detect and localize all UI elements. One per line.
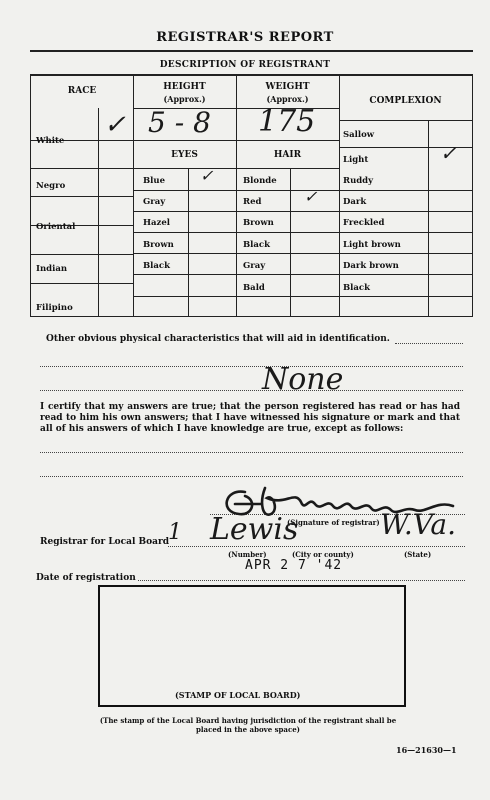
weight-note: (Approx.) [266,94,309,104]
eye-option-gray: Gray [143,197,166,207]
hair-option-black: Black [243,240,270,250]
complexion-checkmark: ✓ [440,141,457,165]
certification-text: I certify that my answers are true; that the person registered has read or has had read to him his own answers; that I have witnessed his signature or mark and that all of his answers of which I have knowledge are true, except as follows: [40,402,460,434]
weight-value: 175 [258,104,316,139]
hair-option-red: Red [243,197,262,207]
height-note: (Approx.) [163,94,206,104]
number-label: (Number) [228,550,267,559]
page-title: REGISTRAR'S REPORT [156,30,334,45]
row-divider [133,140,339,141]
complexion-option-freckled: Freckled [343,218,385,228]
table-top-rule [30,74,473,76]
race-header: RACE [67,86,97,96]
col-divider [236,74,237,316]
eye-option-brown: Brown [143,240,174,250]
local-board-number: 1 [168,520,182,545]
col-divider [133,74,134,316]
form-number: 16—21630—1 [396,745,457,755]
weight-header: WEIGHT [265,82,310,92]
table-border-right [472,74,473,316]
complexion-option-black: Black [343,283,370,293]
row-divider [133,296,472,297]
race-option-oriental: Oriental [36,222,76,232]
title-rule [30,50,473,52]
registration-date: APR 2 7 '42 [245,558,343,573]
eye-option-blue: Blue [143,176,166,186]
eyes-header: EYES [171,150,198,160]
state-label: (State) [404,550,432,559]
eye-option-hazel: Hazel [143,218,171,228]
height-value: 5 - 8 [148,106,211,139]
row-divider [30,283,134,284]
hair-checkmark: ✓ [304,187,318,206]
signature-label: (Signature of registrar) [287,518,380,527]
complexion-option-dark: Dark [343,197,367,207]
other-characteristics-label: Other obvious physical characteristics that will aid in identification. [46,334,390,344]
row-divider [339,120,472,121]
other-characteristics-value: None [262,362,344,397]
city-label: (City or county) [292,550,354,559]
table-border-left [30,74,31,316]
exception-line [40,452,463,453]
eyes-checkmark: ✓ [200,166,214,185]
complexion-option-light-brown: Light brown [343,240,401,250]
complexion-option-light: Light [343,155,369,165]
row-divider [133,190,472,191]
race-checkmark: ✓ [104,110,126,140]
row-divider [133,274,472,275]
local-board-state: W.Va. [380,508,457,541]
race-option-negro: Negro [36,181,66,191]
row-divider [30,168,134,169]
hair-option-bald: Bald [243,283,265,293]
race-option-white: White [36,136,65,146]
hair-option-blonde: Blonde [243,176,277,186]
row-divider [133,232,472,233]
eye-option-black: Black [143,261,170,271]
stamp-label: (STAMP OF LOCAL BOARD) [175,690,301,700]
table-bottom-rule [30,316,473,317]
row-divider [30,196,134,197]
race-option-indian: Indian [36,264,68,274]
row-divider [133,168,339,169]
hair-option-gray: Gray [243,261,266,271]
date-label: Date of registration [36,573,136,583]
row-divider [133,211,472,212]
stamp-note: (The stamp of the Local Board having jurisdiction of the registrant shall be placed in the above space) [99,716,397,734]
race-option-filipino: Filipino [36,303,73,313]
col-divider [339,74,340,316]
local-board-city: Lewis [210,512,299,547]
local-board-label: Registrar for Local Board [40,537,170,547]
date-line [138,580,465,581]
complexion-header: COMPLEXION [369,96,442,106]
complexion-option-dark-brown: Dark brown [343,261,399,271]
row-divider [30,254,134,255]
height-header: HEIGHT [163,82,206,92]
section-subtitle: DESCRIPTION OF REGISTRANT [159,60,331,70]
hair-option-brown: Brown [243,218,274,228]
stamp-box [98,585,406,707]
col-divider [428,120,429,316]
complexion-option-sallow: Sallow [343,130,375,140]
characteristics-line [40,390,463,391]
characteristics-line [395,343,463,344]
hair-header: HAIR [273,150,302,160]
complexion-option-ruddy: Ruddy [343,176,374,186]
characteristics-line [40,366,463,367]
row-divider [133,253,472,254]
